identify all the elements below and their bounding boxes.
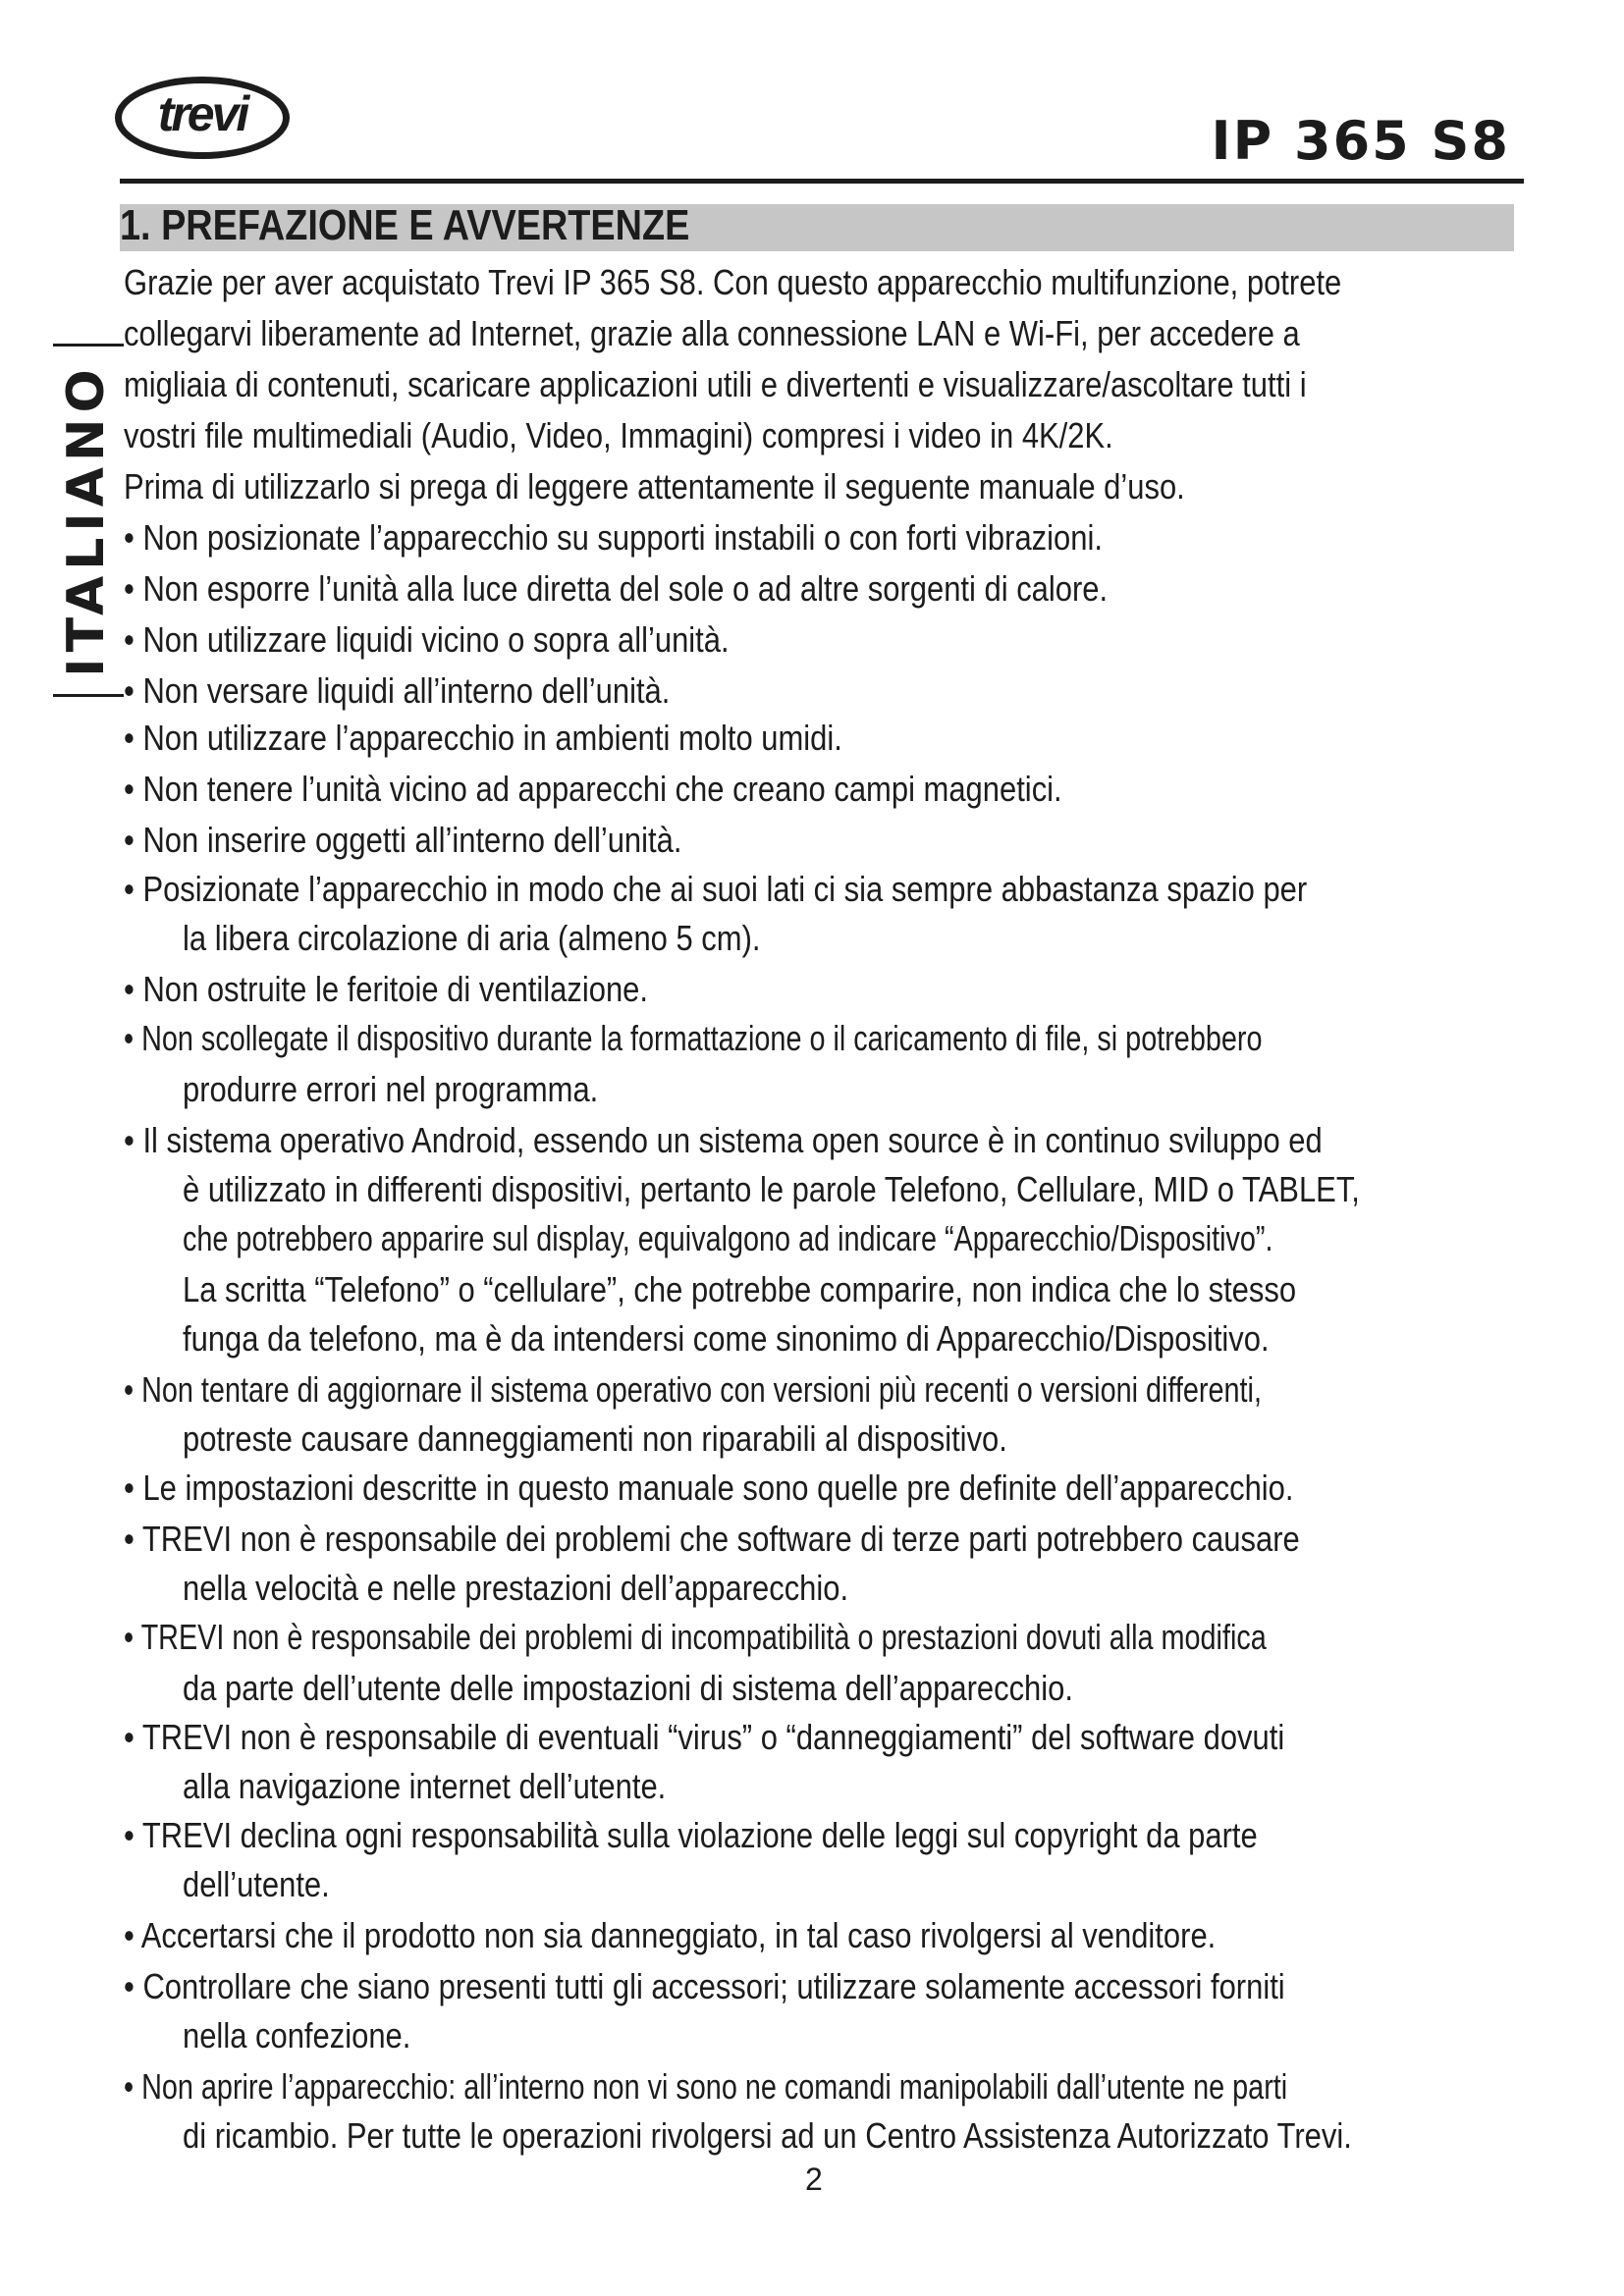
warning-item: • Non aprire l’apparecchio: all’interno non vi sono ne comandi manipolabili dall’utente ne parti xyxy=(124,2066,1288,2107)
warning-item: • Accertarsi che il prodotto non sia danneggiato, in tal caso rivolgersi al venditore. xyxy=(124,1915,1217,1955)
warning-item-continuation: nella velocità e nelle prestazioni dell’apparecchio. xyxy=(183,1568,849,1608)
intro-line: Grazie per aver acquistato Trevi IP 365 S8. Con questo apparecchio multifunzione, potrete xyxy=(124,262,1342,302)
page-number: 2 xyxy=(805,2162,823,2197)
warning-item: • Non posizionate l’apparecchio su supporti instabili o con forti vibrazioni. xyxy=(124,517,1103,558)
warning-item-continuation: alla navigazione internet dell’utente. xyxy=(183,1766,667,1806)
warning-item-continuation: che potrebbero apparire sul display, equivalgono ad indicare “Apparecchio/Dispositivo”. xyxy=(183,1218,1273,1258)
warning-item: • Non ostruite le feritoie di ventilazione. xyxy=(124,969,649,1009)
language-side-tab xyxy=(57,344,116,697)
warning-item: • TREVI non è responsabile di eventuali “virus” o “danneggiamenti” del software dovuti xyxy=(124,1717,1285,1757)
brand-logo-text: trevi xyxy=(157,86,247,141)
warning-item-continuation: La scritta “Telefono” o “cellulare”, che potrebbe comparire, non indica che lo stesso xyxy=(183,1269,1297,1309)
warning-item-continuation: dell’utente. xyxy=(183,1864,330,1904)
intro-line: migliaia di contenuti, scaricare applicazioni utili e divertenti e visualizzare/ascoltare tutti i xyxy=(124,364,1307,404)
side-tab-bottom-line xyxy=(53,694,124,697)
warning-item: • Non scollegate il dispositivo durante la formattazione o il caricamento di file, si potrebbero xyxy=(124,1018,1263,1058)
warning-item-continuation: produrre errori nel programma. xyxy=(183,1069,599,1109)
warning-item-continuation: di ricambio. Per tutte le operazioni rivolgersi ad un Centro Assistenza Autorizzato Trevi. xyxy=(183,2115,1352,2156)
warning-item-continuation: da parte dell’utente delle impostazioni di sistema dell’apparecchio. xyxy=(183,1668,1073,1708)
brand-logo xyxy=(115,77,290,159)
section-heading xyxy=(120,201,1514,251)
warning-item: • Controllare che siano presenti tutti gli accessori; utilizzare solamente accessori forniti xyxy=(124,1966,1285,2006)
warning-item-continuation: funga da telefono, ma è da intendersi come sinonimo di Apparecchio/Dispositivo. xyxy=(183,1318,1270,1359)
warning-item: • TREVI non è responsabile dei problemi di incompatibilità o prestazioni dovuti alla modifica xyxy=(124,1617,1267,1657)
warning-item: • Non utilizzare liquidi vicino o sopra all’unità. xyxy=(124,619,730,660)
warning-item: • TREVI declina ogni responsabilità sulla violazione delle leggi sul copyright da parte xyxy=(124,1815,1258,1855)
warning-item: • Posizionate l’apparecchio in modo che ai suoi lati ci sia sempre abbastanza spazio per xyxy=(124,869,1308,909)
intro-line: vostri file multimediali (Audio, Video, Immagini) compresi i video in 4K/2K. xyxy=(124,415,1113,455)
warning-item-continuation: la libera circolazione di aria (almeno 5 cm). xyxy=(183,918,761,958)
warning-item-continuation: nella confezione. xyxy=(183,2015,411,2056)
model-name: IP 365 S8 xyxy=(1211,110,1510,172)
warning-item: • Non tentare di aggiornare il sistema operativo con versioni più recenti o versioni differenti, xyxy=(124,1369,1262,1410)
side-tab-top-line xyxy=(53,344,124,347)
header-divider xyxy=(120,179,1524,184)
intro-line: Prima di utilizzarlo si prega di leggere attentamente il seguente manuale d’uso. xyxy=(124,466,1185,507)
warning-item: • Non utilizzare l’apparecchio in ambienti molto umidi. xyxy=(124,718,842,758)
warning-item: • TREVI non è responsabile dei problemi che software di terze parti potrebbero causare xyxy=(124,1519,1300,1559)
warning-item: • Il sistema operativo Android, essendo un sistema open source è in continuo sviluppo ed xyxy=(124,1120,1323,1160)
warning-item: • Non inserire oggetti all’interno dell’unità. xyxy=(124,820,682,860)
warning-item: • Non versare liquidi all’interno dell’unità. xyxy=(124,670,671,711)
intro-line: collegarvi liberamente ad Internet, grazie alla connessione LAN e Wi-Fi, per accedere a xyxy=(124,313,1300,353)
warning-item: • Non esporre l’unità alla luce diretta del sole o ad altre sorgenti di calore. xyxy=(124,568,1109,609)
warning-item-continuation: potreste causare danneggiamenti non riparabili al dispositivo. xyxy=(183,1418,1007,1459)
section-title: 1. PREFAZIONE E AVVERTENZE xyxy=(120,201,690,249)
warning-item: • Non tenere l’unità vicino ad apparecchi che creano campi magnetici. xyxy=(124,769,1062,809)
language-label: ITALIANO xyxy=(57,363,116,677)
warning-item-continuation: è utilizzato in differenti dispositivi, pertanto le parole Telefono, Cellulare, MID o TABLET, xyxy=(183,1169,1360,1209)
warning-item: • Le impostazioni descritte in questo manuale sono quelle pre definite dell’apparecchio. xyxy=(124,1468,1294,1508)
